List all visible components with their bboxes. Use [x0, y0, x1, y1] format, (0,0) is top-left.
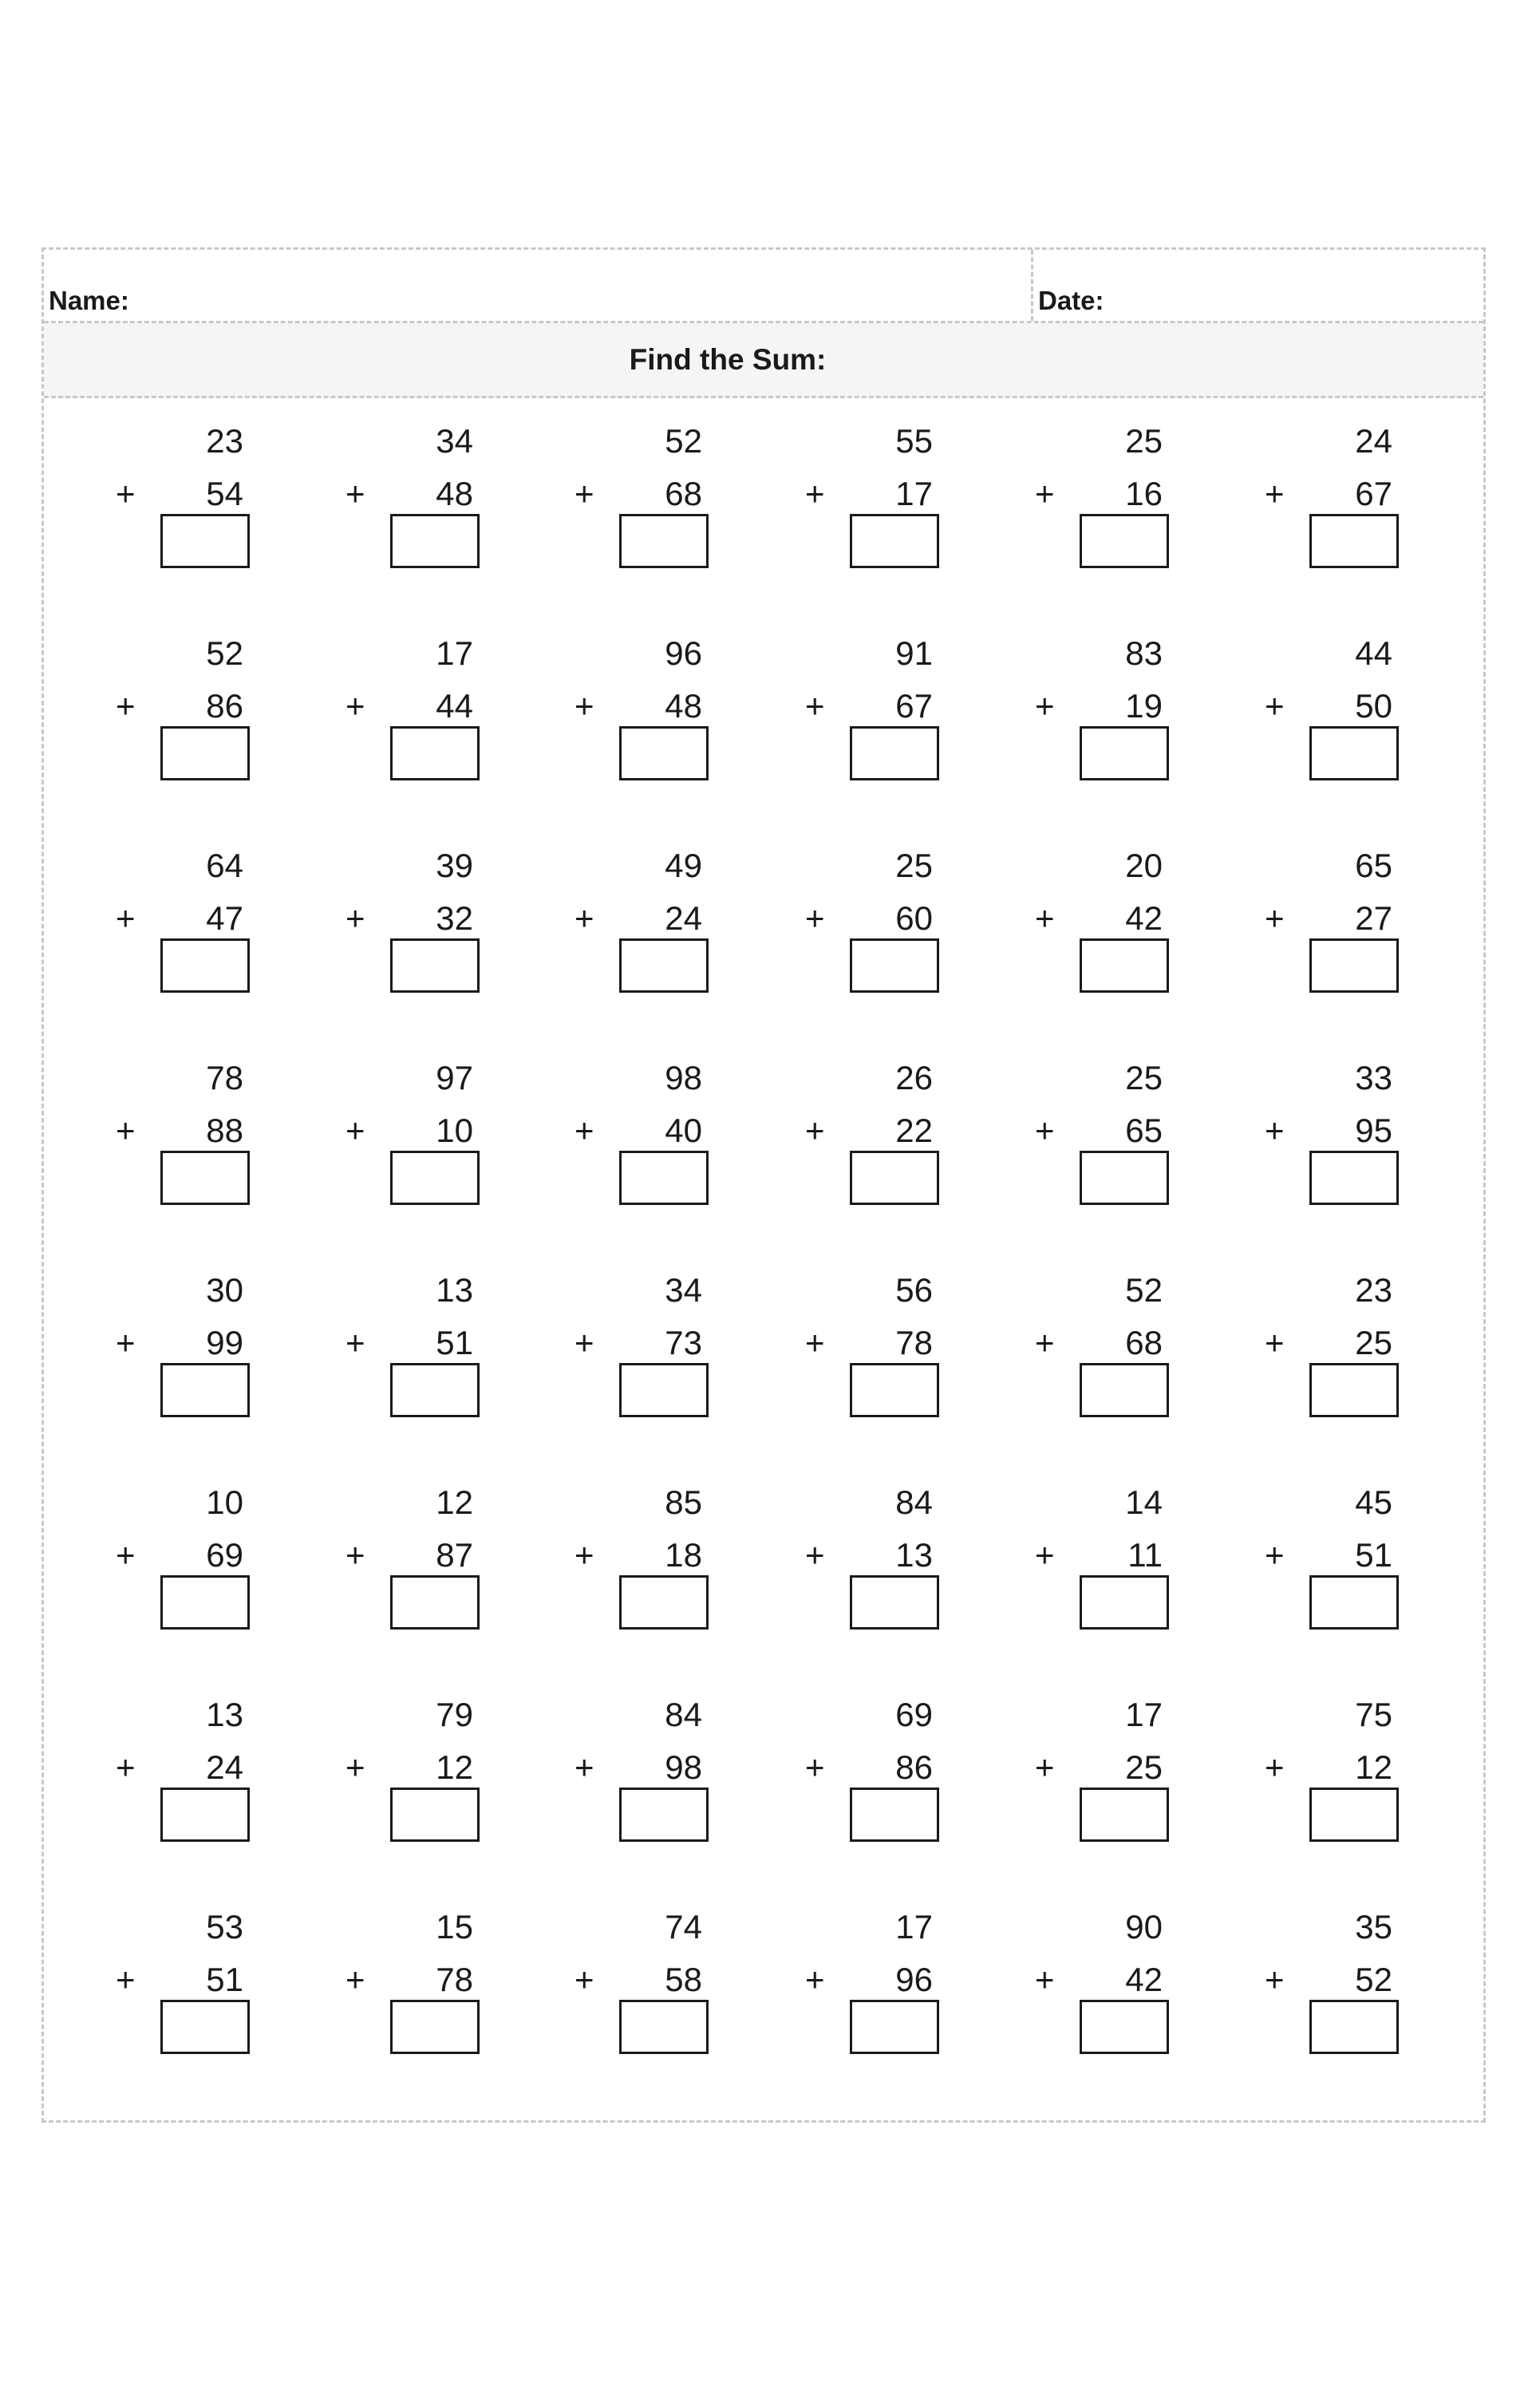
- answer-box[interactable]: [850, 726, 939, 780]
- addition-problem: [1035, 1035, 1163, 1219]
- first-addend: 74: [665, 1908, 702, 1946]
- answer-box[interactable]: [160, 1151, 250, 1205]
- first-addend: 13: [436, 1271, 473, 1309]
- second-addend: 50: [1355, 687, 1392, 725]
- plus-sign: +: [1265, 1112, 1285, 1149]
- answer-box[interactable]: [619, 1575, 709, 1630]
- addition-problem: [346, 398, 473, 582]
- second-addend: 88: [206, 1112, 243, 1149]
- answer-box[interactable]: [619, 514, 709, 568]
- answer-box[interactable]: [850, 938, 939, 993]
- plus-sign: +: [116, 687, 136, 725]
- answer-box[interactable]: [1080, 938, 1169, 993]
- answer-box[interactable]: [160, 1363, 250, 1417]
- addition-problem: [1265, 1247, 1392, 1431]
- answer-box[interactable]: [1309, 2000, 1399, 2054]
- plus-sign: +: [346, 1324, 365, 1361]
- plus-sign: +: [1265, 1748, 1285, 1786]
- addition-problem: [1035, 823, 1163, 1006]
- first-addend: 25: [1125, 1059, 1163, 1096]
- addition-problem: [116, 1884, 243, 2068]
- plus-sign: +: [116, 475, 136, 512]
- plus-sign: +: [575, 1324, 594, 1361]
- second-addend: 87: [436, 1536, 473, 1574]
- first-addend: 91: [895, 634, 933, 672]
- first-addend: 84: [665, 1696, 702, 1733]
- answer-box[interactable]: [850, 1151, 939, 1205]
- first-addend: 20: [1125, 847, 1163, 884]
- plus-sign: +: [346, 1112, 365, 1149]
- first-addend: 44: [1355, 634, 1392, 672]
- answer-box[interactable]: [160, 726, 250, 780]
- second-addend: 96: [895, 1961, 933, 1998]
- addition-problem: [1265, 610, 1392, 794]
- first-addend: 45: [1355, 1483, 1392, 1521]
- addition-problem: [1265, 1035, 1392, 1219]
- addition-problem: [575, 398, 702, 582]
- plus-sign: +: [805, 1112, 825, 1149]
- first-addend: 96: [665, 634, 702, 672]
- second-addend: 69: [206, 1536, 243, 1574]
- first-addend: 13: [206, 1696, 243, 1733]
- second-addend: 40: [665, 1112, 702, 1149]
- plus-sign: +: [116, 1112, 136, 1149]
- plus-sign: +: [575, 687, 594, 725]
- first-addend: 17: [436, 634, 473, 672]
- first-addend: 25: [1125, 422, 1163, 460]
- addition-problem: [805, 823, 933, 1006]
- plus-sign: +: [116, 1324, 136, 1361]
- date-label: Date:: [1038, 286, 1104, 315]
- answer-box[interactable]: [1309, 1575, 1399, 1630]
- first-addend: 83: [1125, 634, 1163, 672]
- plus-sign: +: [575, 1536, 594, 1574]
- addition-problem: [1035, 610, 1163, 794]
- answer-box[interactable]: [160, 1575, 250, 1630]
- plus-sign: +: [1035, 1112, 1055, 1149]
- addition-problem: [1265, 1460, 1392, 1643]
- second-addend: 25: [1125, 1748, 1163, 1786]
- addition-problem: [116, 1247, 243, 1431]
- answer-box[interactable]: [850, 2000, 939, 2054]
- addition-problem: [575, 1884, 702, 2068]
- plus-sign: +: [1035, 899, 1055, 937]
- answer-box[interactable]: [160, 1788, 250, 1842]
- first-addend: 34: [436, 422, 473, 460]
- answer-box[interactable]: [390, 1575, 480, 1630]
- first-addend: 17: [895, 1908, 933, 1946]
- first-addend: 49: [665, 847, 702, 884]
- second-addend: 42: [1125, 1961, 1163, 1998]
- plus-sign: +: [805, 687, 825, 725]
- second-addend: 19: [1125, 687, 1163, 725]
- answer-box[interactable]: [390, 2000, 480, 2054]
- addition-problem: [805, 1035, 933, 1219]
- first-addend: 26: [895, 1059, 933, 1096]
- answer-box[interactable]: [850, 1363, 939, 1417]
- second-addend: 58: [665, 1961, 702, 1998]
- title-bar: [44, 323, 1483, 398]
- second-addend: 51: [436, 1324, 473, 1361]
- plus-sign: +: [346, 687, 365, 725]
- plus-sign: +: [1265, 475, 1285, 512]
- first-addend: 75: [1355, 1696, 1392, 1733]
- addition-problem: [805, 1884, 933, 2068]
- plus-sign: +: [1035, 475, 1055, 512]
- answer-box[interactable]: [390, 1363, 480, 1417]
- second-addend: 67: [1355, 475, 1392, 512]
- plus-sign: +: [346, 899, 365, 937]
- addition-problem: [116, 823, 243, 1006]
- plus-sign: +: [1035, 687, 1055, 725]
- second-addend: 67: [895, 687, 933, 725]
- second-addend: 51: [1355, 1536, 1392, 1574]
- addition-problem: [1265, 398, 1392, 582]
- answer-box[interactable]: [390, 726, 480, 780]
- worksheet-title: Find the Sum:: [629, 342, 827, 376]
- second-addend: 65: [1125, 1112, 1163, 1149]
- addition-problem: [116, 610, 243, 794]
- answer-box[interactable]: [619, 1788, 709, 1842]
- plus-sign: +: [805, 1536, 825, 1574]
- addition-problem: [1265, 1884, 1392, 2068]
- plus-sign: +: [116, 899, 136, 937]
- plus-sign: +: [1265, 687, 1285, 725]
- addition-problem: [575, 610, 702, 794]
- addition-problem: [116, 398, 243, 582]
- first-addend: 30: [206, 1271, 243, 1309]
- first-addend: 33: [1355, 1059, 1392, 1096]
- second-addend: 17: [895, 475, 933, 512]
- plus-sign: +: [805, 1324, 825, 1361]
- first-addend: 52: [206, 634, 243, 672]
- plus-sign: +: [575, 1112, 594, 1149]
- second-addend: 52: [1355, 1961, 1392, 1998]
- first-addend: 85: [665, 1483, 702, 1521]
- first-addend: 25: [895, 847, 933, 884]
- answer-box[interactable]: [1309, 726, 1399, 780]
- addition-problem: [575, 1460, 702, 1643]
- second-addend: 32: [436, 899, 473, 937]
- answer-box[interactable]: [1080, 1151, 1169, 1205]
- answer-box[interactable]: [390, 1788, 480, 1842]
- answer-box[interactable]: [160, 938, 250, 993]
- first-addend: 53: [206, 1908, 243, 1946]
- first-addend: 35: [1355, 1908, 1392, 1946]
- second-addend: 95: [1355, 1112, 1392, 1149]
- name-field[interactable]: [44, 250, 1033, 321]
- second-addend: 12: [436, 1748, 473, 1786]
- answer-box[interactable]: [619, 1151, 709, 1205]
- answer-box[interactable]: [619, 2000, 709, 2054]
- answer-box[interactable]: [619, 1363, 709, 1417]
- addition-problem: [116, 1672, 243, 1855]
- plus-sign: +: [575, 475, 594, 512]
- answer-box[interactable]: [1309, 1788, 1399, 1842]
- second-addend: 51: [206, 1961, 243, 1998]
- answer-box[interactable]: [1309, 1151, 1399, 1205]
- first-addend: 56: [895, 1271, 933, 1309]
- answer-box[interactable]: [1080, 2000, 1169, 2054]
- addition-problem: [1035, 1247, 1163, 1431]
- second-addend: 68: [1125, 1324, 1163, 1361]
- first-addend: 34: [665, 1271, 702, 1309]
- worksheet: [41, 247, 1486, 2123]
- plus-sign: +: [575, 1748, 594, 1786]
- answer-box[interactable]: [160, 2000, 250, 2054]
- answer-box[interactable]: [619, 938, 709, 993]
- second-addend: 60: [895, 899, 933, 937]
- plus-sign: +: [1035, 1536, 1055, 1574]
- answer-box[interactable]: [619, 726, 709, 780]
- addition-problem: [346, 610, 473, 794]
- second-addend: 86: [895, 1748, 933, 1786]
- answer-box[interactable]: [1309, 1363, 1399, 1417]
- second-addend: 44: [436, 687, 473, 725]
- first-addend: 79: [436, 1696, 473, 1733]
- answer-box[interactable]: [1080, 1363, 1169, 1417]
- second-addend: 78: [895, 1324, 933, 1361]
- addition-problem: [805, 1460, 933, 1643]
- addition-problem: [1035, 1460, 1163, 1643]
- plus-sign: +: [805, 1748, 825, 1786]
- answer-box[interactable]: [1309, 938, 1399, 993]
- addition-problem: [1035, 398, 1163, 582]
- name-label: Name:: [49, 286, 129, 315]
- plus-sign: +: [116, 1536, 136, 1574]
- plus-sign: +: [116, 1961, 136, 1998]
- addition-problem: [116, 1035, 243, 1219]
- second-addend: 47: [206, 899, 243, 937]
- first-addend: 84: [895, 1483, 933, 1521]
- addition-problem: [346, 823, 473, 1006]
- second-addend: 86: [206, 687, 243, 725]
- plus-sign: +: [346, 1961, 365, 1998]
- date-field[interactable]: [1033, 250, 1483, 321]
- plus-sign: +: [346, 1536, 365, 1574]
- addition-problem: [1265, 823, 1392, 1006]
- second-addend: 13: [895, 1536, 933, 1574]
- second-addend: 11: [1127, 1536, 1163, 1574]
- second-addend: 22: [895, 1112, 933, 1149]
- second-addend: 54: [206, 475, 243, 512]
- first-addend: 90: [1125, 1908, 1163, 1946]
- second-addend: 12: [1355, 1748, 1392, 1786]
- addition-problem: [575, 1247, 702, 1431]
- answer-box[interactable]: [850, 1788, 939, 1842]
- plus-sign: +: [805, 475, 825, 512]
- second-addend: 18: [665, 1536, 702, 1574]
- addition-problem: [805, 1247, 933, 1431]
- answer-box[interactable]: [850, 514, 939, 568]
- second-addend: 24: [206, 1748, 243, 1786]
- answer-box[interactable]: [1080, 1575, 1169, 1630]
- plus-sign: +: [805, 899, 825, 937]
- second-addend: 99: [206, 1324, 243, 1361]
- plus-sign: +: [1265, 899, 1285, 937]
- second-addend: 24: [665, 899, 702, 937]
- first-addend: 10: [206, 1483, 243, 1521]
- plus-sign: +: [1035, 1961, 1055, 1998]
- addition-problem: [575, 1672, 702, 1855]
- answer-box[interactable]: [1309, 514, 1399, 568]
- second-addend: 68: [665, 475, 702, 512]
- first-addend: 24: [1355, 422, 1392, 460]
- answer-box[interactable]: [390, 1151, 480, 1205]
- first-addend: 98: [665, 1059, 702, 1096]
- header-row: [44, 250, 1483, 323]
- addition-problem: [575, 1035, 702, 1219]
- first-addend: 14: [1125, 1483, 1163, 1521]
- first-addend: 97: [436, 1059, 473, 1096]
- addition-problem: [346, 1247, 473, 1431]
- addition-problem: [346, 1672, 473, 1855]
- first-addend: 39: [436, 847, 473, 884]
- first-addend: 12: [436, 1483, 473, 1521]
- addition-problem: [805, 398, 933, 582]
- first-addend: 55: [895, 422, 933, 460]
- plus-sign: +: [1265, 1961, 1285, 1998]
- answer-box[interactable]: [160, 514, 250, 568]
- plus-sign: +: [346, 475, 365, 512]
- answer-box[interactable]: [1080, 514, 1169, 568]
- second-addend: 98: [665, 1748, 702, 1786]
- first-addend: 65: [1355, 847, 1392, 884]
- first-addend: 23: [206, 422, 243, 460]
- plus-sign: +: [116, 1748, 136, 1786]
- second-addend: 48: [436, 475, 473, 512]
- addition-problem: [116, 1460, 243, 1643]
- first-addend: 52: [665, 422, 702, 460]
- plus-sign: +: [1035, 1748, 1055, 1786]
- first-addend: 15: [436, 1908, 473, 1946]
- second-addend: 48: [665, 687, 702, 725]
- addition-problem: [1035, 1672, 1163, 1855]
- second-addend: 16: [1125, 475, 1163, 512]
- second-addend: 78: [436, 1961, 473, 1998]
- addition-problem: [346, 1460, 473, 1643]
- first-addend: 69: [895, 1696, 933, 1733]
- plus-sign: +: [346, 1748, 365, 1786]
- first-addend: 52: [1125, 1271, 1163, 1309]
- answer-box[interactable]: [390, 938, 480, 993]
- answer-box[interactable]: [1080, 726, 1169, 780]
- second-addend: 27: [1355, 899, 1392, 937]
- addition-problem: [1035, 1884, 1163, 2068]
- first-addend: 23: [1355, 1271, 1392, 1309]
- first-addend: 78: [206, 1059, 243, 1096]
- plus-sign: +: [1265, 1324, 1285, 1361]
- answer-box[interactable]: [850, 1575, 939, 1630]
- addition-problem: [575, 823, 702, 1006]
- second-addend: 42: [1125, 899, 1163, 937]
- addition-problem: [346, 1884, 473, 2068]
- first-addend: 64: [206, 847, 243, 884]
- addition-problem: [346, 1035, 473, 1219]
- answer-box[interactable]: [390, 514, 480, 568]
- plus-sign: +: [575, 1961, 594, 1998]
- plus-sign: +: [1035, 1324, 1055, 1361]
- answer-box[interactable]: [1080, 1788, 1169, 1842]
- second-addend: 25: [1355, 1324, 1392, 1361]
- plus-sign: +: [575, 899, 594, 937]
- plus-sign: +: [805, 1961, 825, 1998]
- second-addend: 10: [436, 1112, 473, 1149]
- second-addend: 73: [665, 1324, 702, 1361]
- plus-sign: +: [1265, 1536, 1285, 1574]
- addition-problem: [805, 610, 933, 794]
- addition-problem: [805, 1672, 933, 1855]
- first-addend: 17: [1125, 1696, 1163, 1733]
- addition-problem: [1265, 1672, 1392, 1855]
